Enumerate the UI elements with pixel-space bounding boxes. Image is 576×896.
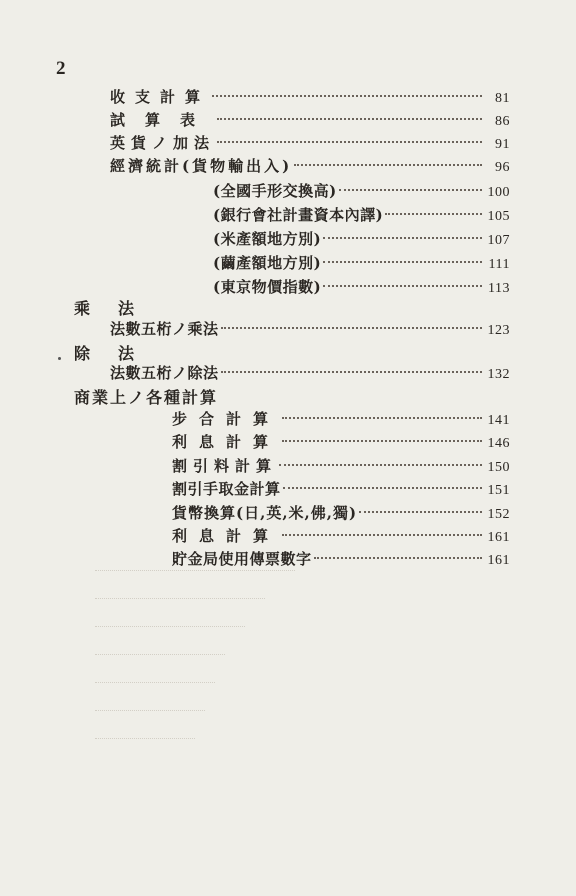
section-heading-commercial-calculations	[74, 385, 218, 408]
toc-entry-page: 161	[487, 553, 510, 568]
toc-entry-page: 132	[487, 367, 510, 382]
dot-leader	[323, 285, 482, 287]
toc-entry-title: (米產額地方別)	[213, 230, 322, 248]
toc-entry-title: 利息計算	[172, 433, 281, 451]
dot-leader	[294, 164, 482, 166]
show-through-line	[95, 710, 205, 711]
toc-entry-title: 英貨ノ加法	[110, 134, 216, 152]
toc-entry-title: 試算表	[110, 111, 216, 129]
dot-leader	[283, 487, 482, 489]
dot-leader	[339, 189, 482, 191]
toc-entry-page: 113	[488, 281, 510, 296]
toc-entry-page: 105	[487, 209, 510, 224]
toc-entry-title: 法數五桁ノ除法	[110, 364, 219, 382]
toc-entry	[172, 408, 510, 429]
toc-entry	[213, 204, 510, 225]
show-through-line	[95, 738, 195, 739]
dot-leader	[217, 118, 482, 120]
toc-entry	[110, 318, 510, 339]
dot-leader	[221, 371, 482, 373]
toc-entry	[172, 455, 510, 476]
toc-entry-page: 123	[487, 323, 510, 338]
toc-entry	[213, 180, 510, 201]
toc-entry-title: 步合計算	[172, 410, 281, 428]
heading-char: 法	[118, 299, 137, 318]
dot-leader	[221, 327, 482, 329]
toc-entry	[110, 155, 510, 176]
toc-entry	[213, 276, 510, 297]
show-through-line	[95, 626, 245, 627]
dot-leader	[217, 141, 482, 143]
show-through-line	[95, 570, 295, 571]
heading-char: 乘	[74, 299, 93, 318]
toc-entry-page: 141	[487, 413, 510, 428]
toc-entry-page: 91	[495, 137, 510, 152]
toc-entry-title: 收支計算	[110, 88, 211, 106]
toc-entry-page: 81	[495, 91, 510, 106]
dot-leader	[359, 511, 482, 513]
toc-entry	[172, 525, 510, 546]
heading-char: 法	[118, 344, 137, 363]
toc-entry-page: 146	[487, 436, 510, 451]
show-through-line	[95, 682, 215, 683]
toc-entry	[110, 109, 510, 130]
dot-leader	[279, 464, 482, 466]
section-heading-multiplication	[74, 296, 136, 319]
toc-entry-title: (全國手形交換高)	[213, 182, 337, 200]
margin-dot	[58, 357, 61, 360]
toc-entry-page: 86	[495, 114, 510, 129]
toc-entry	[172, 548, 510, 569]
heading-char: 除	[74, 344, 93, 363]
toc-entry-title: 經濟統計(貨物輸出入)	[110, 157, 293, 175]
toc-entry	[172, 478, 510, 499]
toc-entry-page: 96	[495, 160, 510, 175]
toc-entry-page: 100	[487, 185, 510, 200]
toc-entry-title: 法數五桁ノ乘法	[110, 320, 219, 338]
dot-leader	[323, 261, 482, 263]
toc-entry-title: (銀行會社計畫資本內譯)	[213, 206, 384, 224]
dot-leader	[282, 534, 482, 536]
toc-entry-page: 151	[487, 483, 510, 498]
toc-entry-page: 161	[487, 530, 510, 545]
toc-entry	[172, 431, 510, 452]
toc-entry	[110, 86, 510, 107]
dot-leader	[323, 237, 482, 239]
dot-leader	[282, 417, 482, 419]
toc-entry-title: 割引手取金計算	[172, 480, 281, 498]
toc-entry	[172, 502, 510, 523]
page-number: 2	[56, 58, 66, 79]
toc-entry-title: 割引料計算	[172, 457, 278, 475]
toc-entry	[110, 132, 510, 153]
dot-leader	[212, 95, 482, 97]
toc-entry	[110, 362, 510, 383]
section-heading-division	[74, 341, 136, 364]
toc-entry	[213, 228, 510, 249]
heading-text: 商業上ノ各種計算	[74, 388, 219, 407]
dot-leader	[385, 213, 482, 215]
toc-entry-page: 150	[487, 460, 510, 475]
toc-entry-title: 利息計算	[172, 527, 281, 545]
toc-entry-page: 111	[488, 257, 510, 272]
show-through-line	[95, 654, 225, 655]
toc-entry-title: 貨幣換算(日,英,米,佛,獨)	[172, 504, 358, 522]
toc-entry-page: 107	[487, 233, 510, 248]
toc-entry-title: (東京物價指數)	[213, 278, 322, 296]
dot-leader	[314, 557, 482, 559]
toc-entry	[213, 252, 510, 273]
toc-entry-title: 貯金局使用傳票數字	[172, 550, 312, 568]
dot-leader	[282, 440, 482, 442]
toc-entry-title: (繭產額地方別)	[213, 254, 322, 272]
show-through-line	[95, 598, 265, 599]
toc-entry-page: 152	[487, 507, 510, 522]
